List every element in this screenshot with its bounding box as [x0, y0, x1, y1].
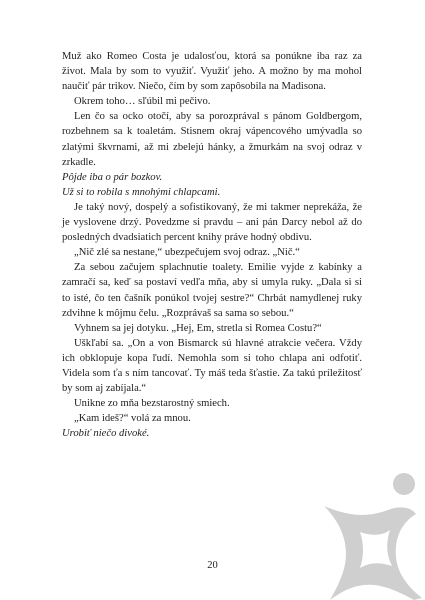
paragraph-6: Je taký nový, dospelý a sofistikovaný, že mi takmer neprekáža, že je vyslovene drzý. Povedzme si pravdu – ani pán Darcy nebol až do posledných dvadsiatich percent knihy práve hodný obdivu.	[62, 201, 362, 244]
paragraph-5-italic: Už si to robila s mnohými chlapcami.	[62, 186, 221, 198]
paragraph-2: Okrem toho… sľúbil mi pečivo.	[74, 96, 211, 108]
paragraph-12: „Kam ideš?“ volá za mnou.	[74, 413, 191, 425]
paragraph-13-italic: Urobiť niečo divoké.	[62, 428, 150, 440]
publisher-star-figure-logo-icon	[318, 470, 425, 600]
paragraph-3: Len čo sa ocko otočí, aby sa porozprával s pánom Goldbergom, rozbehnem sa k toaletám. Stisnem okraj vápencového umývadla so zlatými škvrnami, až mi zbelejú hánky, a žmurkám na svoj odraz v zrkadle.	[62, 111, 362, 168]
paragraph-9: Vyhnem sa jej dotyku. „Hej, Em, stretla si Romea Costu?“	[74, 322, 322, 334]
paragraph-7: „Nič zlé sa nestane,“ ubezpečujem svoj odraz. „Nič.“	[74, 247, 300, 259]
paragraph-8: Za sebou začujem splachnutie toalety. Emilie vyjde z kabínky a zamračí sa, keď sa postaví vedľa mňa, aby si umyla ruky. „Dala si si to isté, čo ten čašník ponúkol tvojej sestre?“ Chrbát namydlenej ruky zdvihne k môjmu čelu. „Rozprávaš sa sama so sebou.“	[62, 262, 362, 319]
paragraph-1: Muž ako Romeo Costa je udalosťou, ktorá sa ponúkne iba raz za život. Mala by som to využiť. Využiť jeho. A možno by ma mohol naučiť pár trikov. Niečo, čím by som zapôsobila na Madisona.	[62, 51, 362, 93]
paragraph-10: Uškľabí sa. „On a von Bismarck sú hlavné atrakcie večera. Vždy ich obklopuje kopa ľudí. Nemohla som si toho chlapa ani odfotiť. Videla som ťa s ním tancovať. Ty máš teda šťastie. Za takú príležitosť by som aj zabíjala.“	[62, 337, 362, 395]
paragraph-4-italic: Pôjde iba o pár bozkov.	[62, 171, 163, 183]
body-text	[62, 49, 362, 441]
paragraph-11: Unikne zo mňa bezstarostný smiech.	[74, 398, 230, 410]
page-number: 20	[207, 560, 218, 571]
